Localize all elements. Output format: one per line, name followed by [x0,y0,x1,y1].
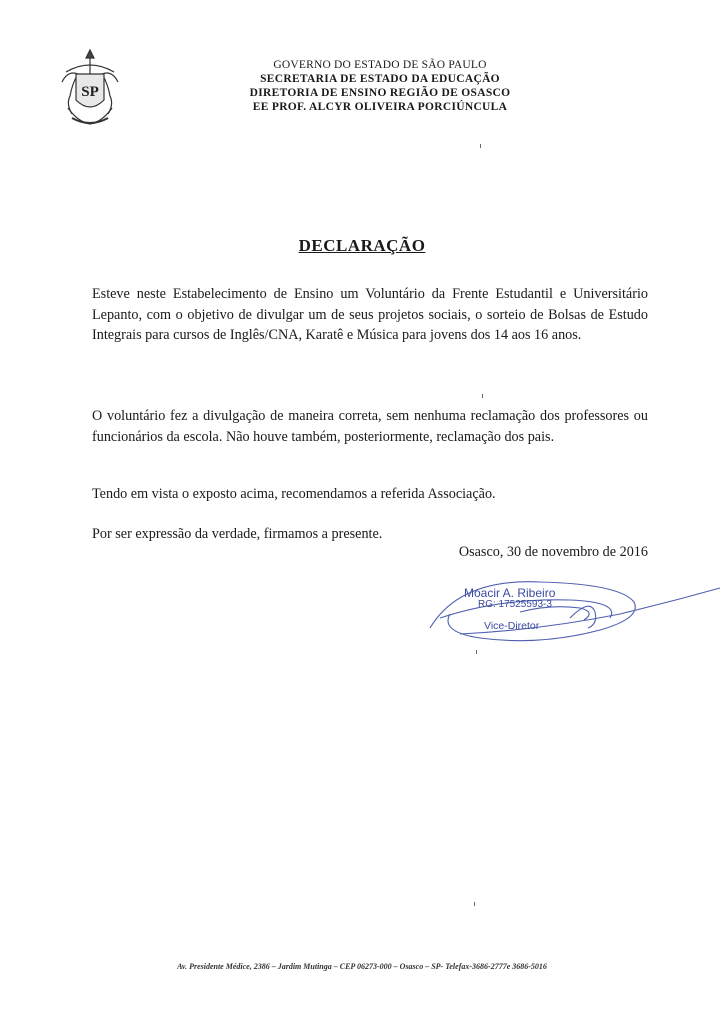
scan-speck [482,394,483,398]
document-title: DECLARAÇÃO [298,236,426,255]
paragraph-volunteer-visit: Esteve neste Estabelecimento de Ensino um Voluntário da Frente Estudantil e Universitário Lepanto, com o objetivo de divulgar um de seus projetos sociais, o sorteio de Bolsas de Estudo Integrais para cursos de Inglês/CNA, Karatê e Música para jovens dos 14 aos 16 anos. [92,286,648,343]
stamp-role: Vice-Diretor [484,620,540,632]
paragraph-closing: Por ser expressão da verdade, firmamos a presente. [92,526,383,542]
seal-text: SP [81,84,99,100]
signature-icon [420,568,724,658]
scan-speck [480,144,481,148]
letterhead-school: EE PROF. ALCYR OLIVEIRA PORCIÚNCULA [252,101,508,113]
letterhead-secretariat: SECRETARIA DE ESTADO DA EDUCAÇÃO [260,73,500,85]
stamp-name: Moacir A. Ribeiro [464,586,556,600]
signature-stamp [420,568,724,658]
date-line: Osasco, 30 de novembro de 2016 [458,544,648,560]
paragraph-conduct: O voluntário fez a divulgação de maneira correta, sem nenhuma reclamação dos professores ou funcionários da escola. Não houve também, posteriormente, reclamação dos pais. [92,408,648,445]
paragraph-recommendation: Tendo em vista o exposto acima, recomendamos a referida Associação. [92,486,496,502]
scan-speck [474,902,475,906]
letterhead-government: GOVERNO DO ESTADO DE SÃO PAULO [273,59,487,71]
letterhead-directorate: DIRETORIA DE ENSINO REGIÃO DE OSASCO [249,87,511,99]
stamp-rg: RG: 17525593-3 [478,599,552,610]
scan-speck [476,650,477,654]
footer-address: Av. Presidente Médice, 2386 – Jardim Mutinga – CEP 06273-000 – Osasco – SP- Telefax-3686-2777e 3686-5016 [177,962,547,971]
sp-coat-of-arms-icon [58,48,122,130]
letterhead [200,58,560,114]
